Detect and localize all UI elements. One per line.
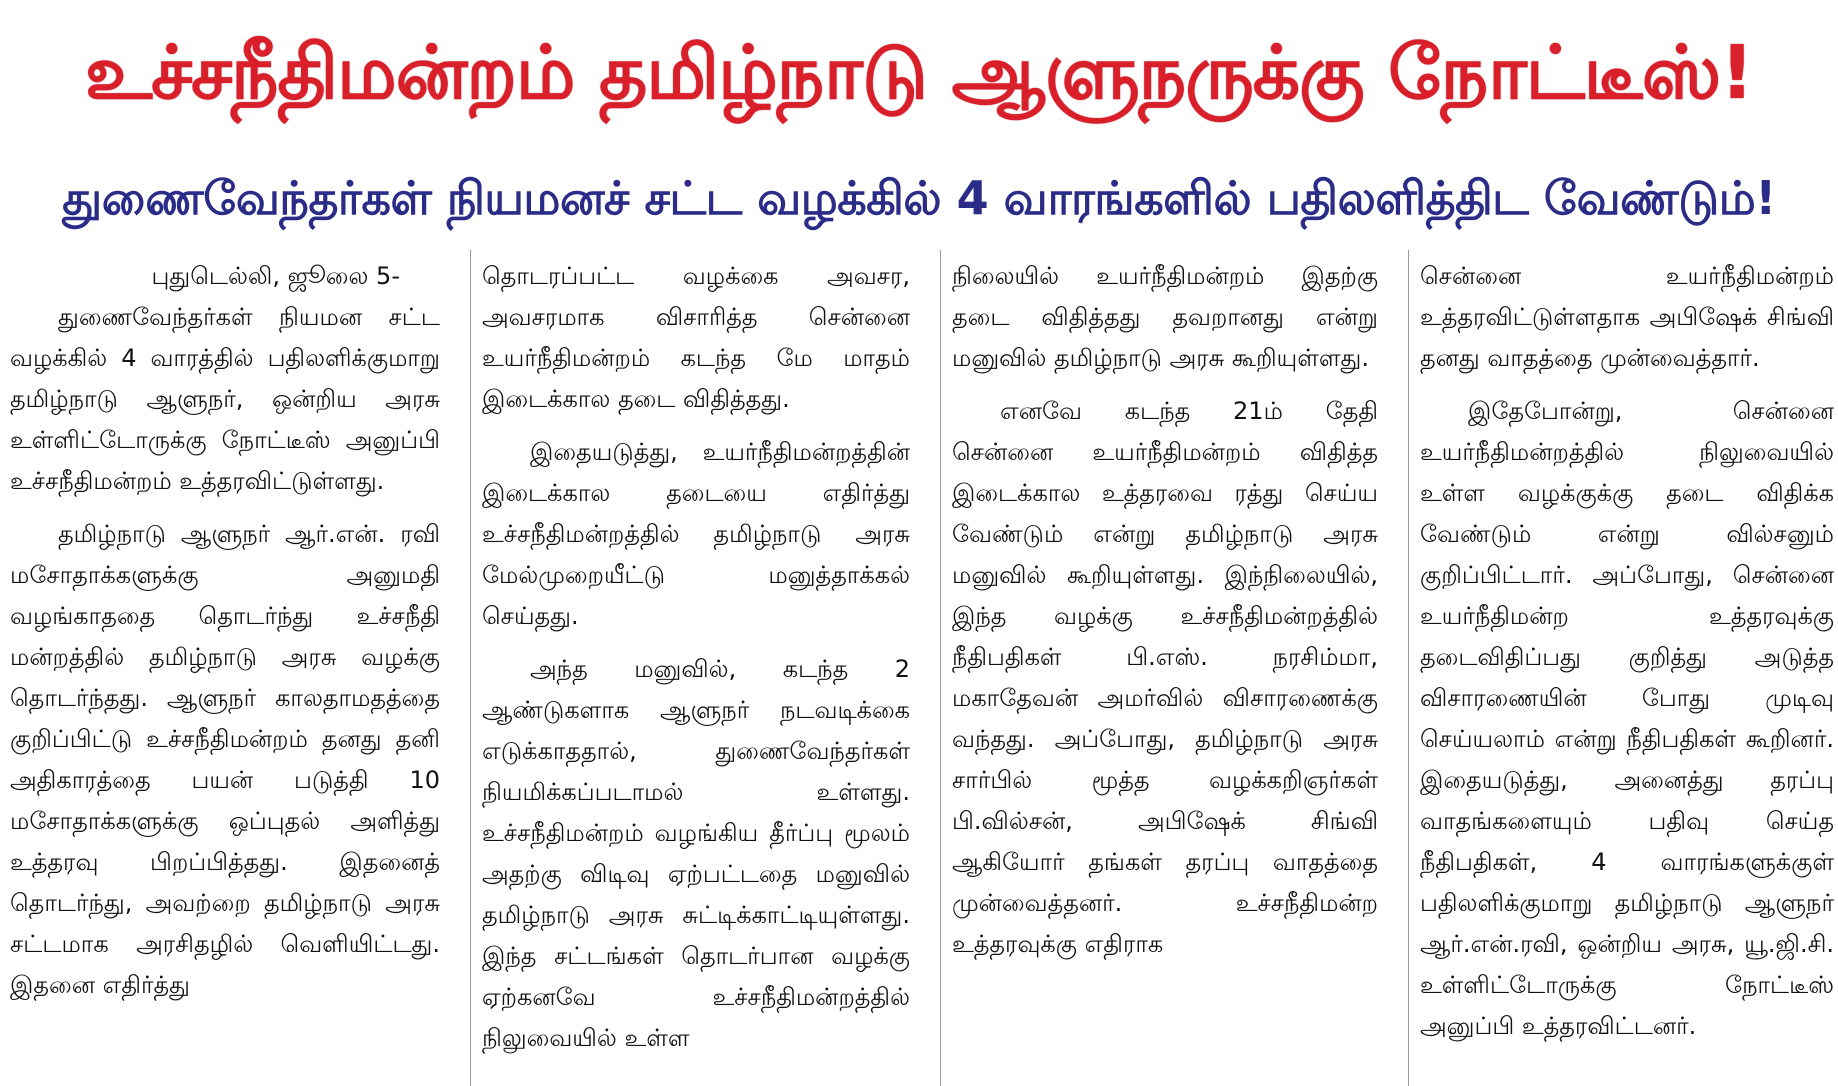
subheadline: துணைவேந்தர்கள் நியமனச் சட்ட வழக்கில் 4 வாரங்களில் பதிலளித்திட வேண்டும்! [62,170,1776,225]
paragraph: எனவே கடந்த 21ம் தேதி சென்னை உயர்நீதிமன்றம் விதித்த இடைக்கால உத்தரவை ரத்து செய்ய வேண்டும் என்று தமிழ்நாடு அரசு மனுவில் கூறியுள்ளது. இந்நிலையில், இந்த வழக்கு உச்சநீதிமன்றத்தில் நீதிபதிகள் பி.எஸ். நரசிம்மா, மகாதேவன் அமர்வில் விசாரணைக்கு வந்தது. அப்போது, தமிழ்நாடு அரசு சார்பில் மூத்த வழக்கறிஞர்கள் பி.வில்சன், அபிஷேக் சிங்வி ஆகியோர் தங்கள் தரப்பு வாதத்தை முன்வைத்தனர். உச்சநீதிமன்ற உத்தரவுக்கு எதிராக [952,397,1378,958]
paragraph: இதையடுத்து, உயர்நீதிமன்றத்தின் இடைக்கால தடையை எதிர்த்து உச்சநீதிமன்றத்தில் தமிழ்நாடு அரசு மேல்முறையீட்டு மனுத்தாக்கல் செய்தது. [482,438,910,630]
paragraph: துணைவேந்தர்கள் நியமன சட்ட வழக்கில் 4 வாரத்தில் பதிலளிக்குமாறு தமிழ்நாடு ஆளுநர், ஒன்றிய அரசு உள்ளிட்டோருக்கு நோட்டீஸ் அனுப்பி உச்சநீதிமன்றம் உத்தரவிட்டுள்ளது. [10,303,440,495]
paragraph: தமிழ்நாடு ஆளுநர் ஆர்.என். ரவி மசோதாக்களுக்கு அனுமதி வழங்காததை தொடர்ந்து உச்சநீதி மன்றத்தில் தமிழ்நாடு அரசு வழக்கு தொடர்ந்தது. ஆளுநர் காலதாமதத்தை குறிப்பிட்டு உச்சநீதிமன்றம் தனது தனி அதிகாரத்தை பயன் படுத்தி 10 மசோதாக்களுக்கு ஒப்புதல் அளித்து உத்தரவு பிறப்பித்தது. இதனைத் தொடர்ந்து, அவற்றை தமிழ்நாடு அரசு சட்டமாக அரசிதழில் வெளியிட்டது. இதனை எதிர்த்து [10,520,440,999]
paragraph: அந்த மனுவில், கடந்த 2 ஆண்டுகளாக ஆளுநர் நடவடிக்கை எடுக்காததால், துணைவேந்தர்கள் நியமிக்கப்படாமல் உள்ளது. உச்சநீதிமன்றம் வழங்கிய தீர்ப்பு மூலம் அதற்கு விடிவு ஏற்பட்டதை மனுவில் தமிழ்நாடு அரசு சுட்டிக்காட்டியுள்ளது. இந்த சட்டங்கள் தொடர்பான வழக்கு ஏற்கனவே உச்சநீதிமன்றத்தில் நிலுவையில் உள்ள [482,655,910,1052]
article-column-2 [470,250,940,1086]
article-column-3 [940,250,1408,1086]
article-column-4 [1408,250,1838,1086]
paragraph: இதேபோன்று, சென்னை உயர்நீதிமன்றத்தில் நிலுவையில் உள்ள வழக்குக்கு தடை விதிக்க வேண்டும் என்று வில்சனும் குறிப்பிட்டார். அப்போது, சென்னை உயர்நீதிமன்ற உத்தரவுக்கு தடைவிதிப்பது குறித்து அடுத்த விசாரணையின் போது முடிவு செய்யலாம் என்று நீதிபதிகள் கூறினர். இதையடுத்து, அனைத்து தரப்பு வாதங்களையும் பதிவு செய்த நீதிபதிகள், 4 வாரங்களுக்குள் பதிலளிக்குமாறு தமிழ்நாடு ஆளுநர் ஆர்.என்.ரவி, ஒன்றிய அரசு, யூ.ஜி.சி. உள்ளிட்டோருக்கு நோட்டீஸ் அனுப்பி உத்தரவிட்டனர். [1420,397,1834,1040]
paragraph: சென்னை உயர்நீதிமன்றம் உத்தரவிட்டுள்ளதாக அபிஷேக் சிங்வி தனது வாதத்தை முன்வைத்தார். [1420,262,1834,372]
article-body [0,250,1838,1086]
headline: உச்சநீதிமன்றம் தமிழ்நாடு ஆளுநருக்கு நோட்டீஸ்! [85,30,1753,116]
article-column-1 [0,250,470,1086]
paragraph: தொடரப்பட்ட வழக்கை அவசர, அவசரமாக விசாரித்த சென்னை உயர்நீதிமன்றம் கடந்த மே மாதம் இடைக்கால தடை விதித்தது. [482,262,910,413]
paragraph: நிலையில் உயர்நீதிமன்றம் இதற்கு தடை விதித்தது தவறானது என்று மனுவில் தமிழ்நாடு அரசு கூறியுள்ளது. [952,262,1378,372]
dateline: புதுடெல்லி, ஜூலை 5- [151,262,400,290]
